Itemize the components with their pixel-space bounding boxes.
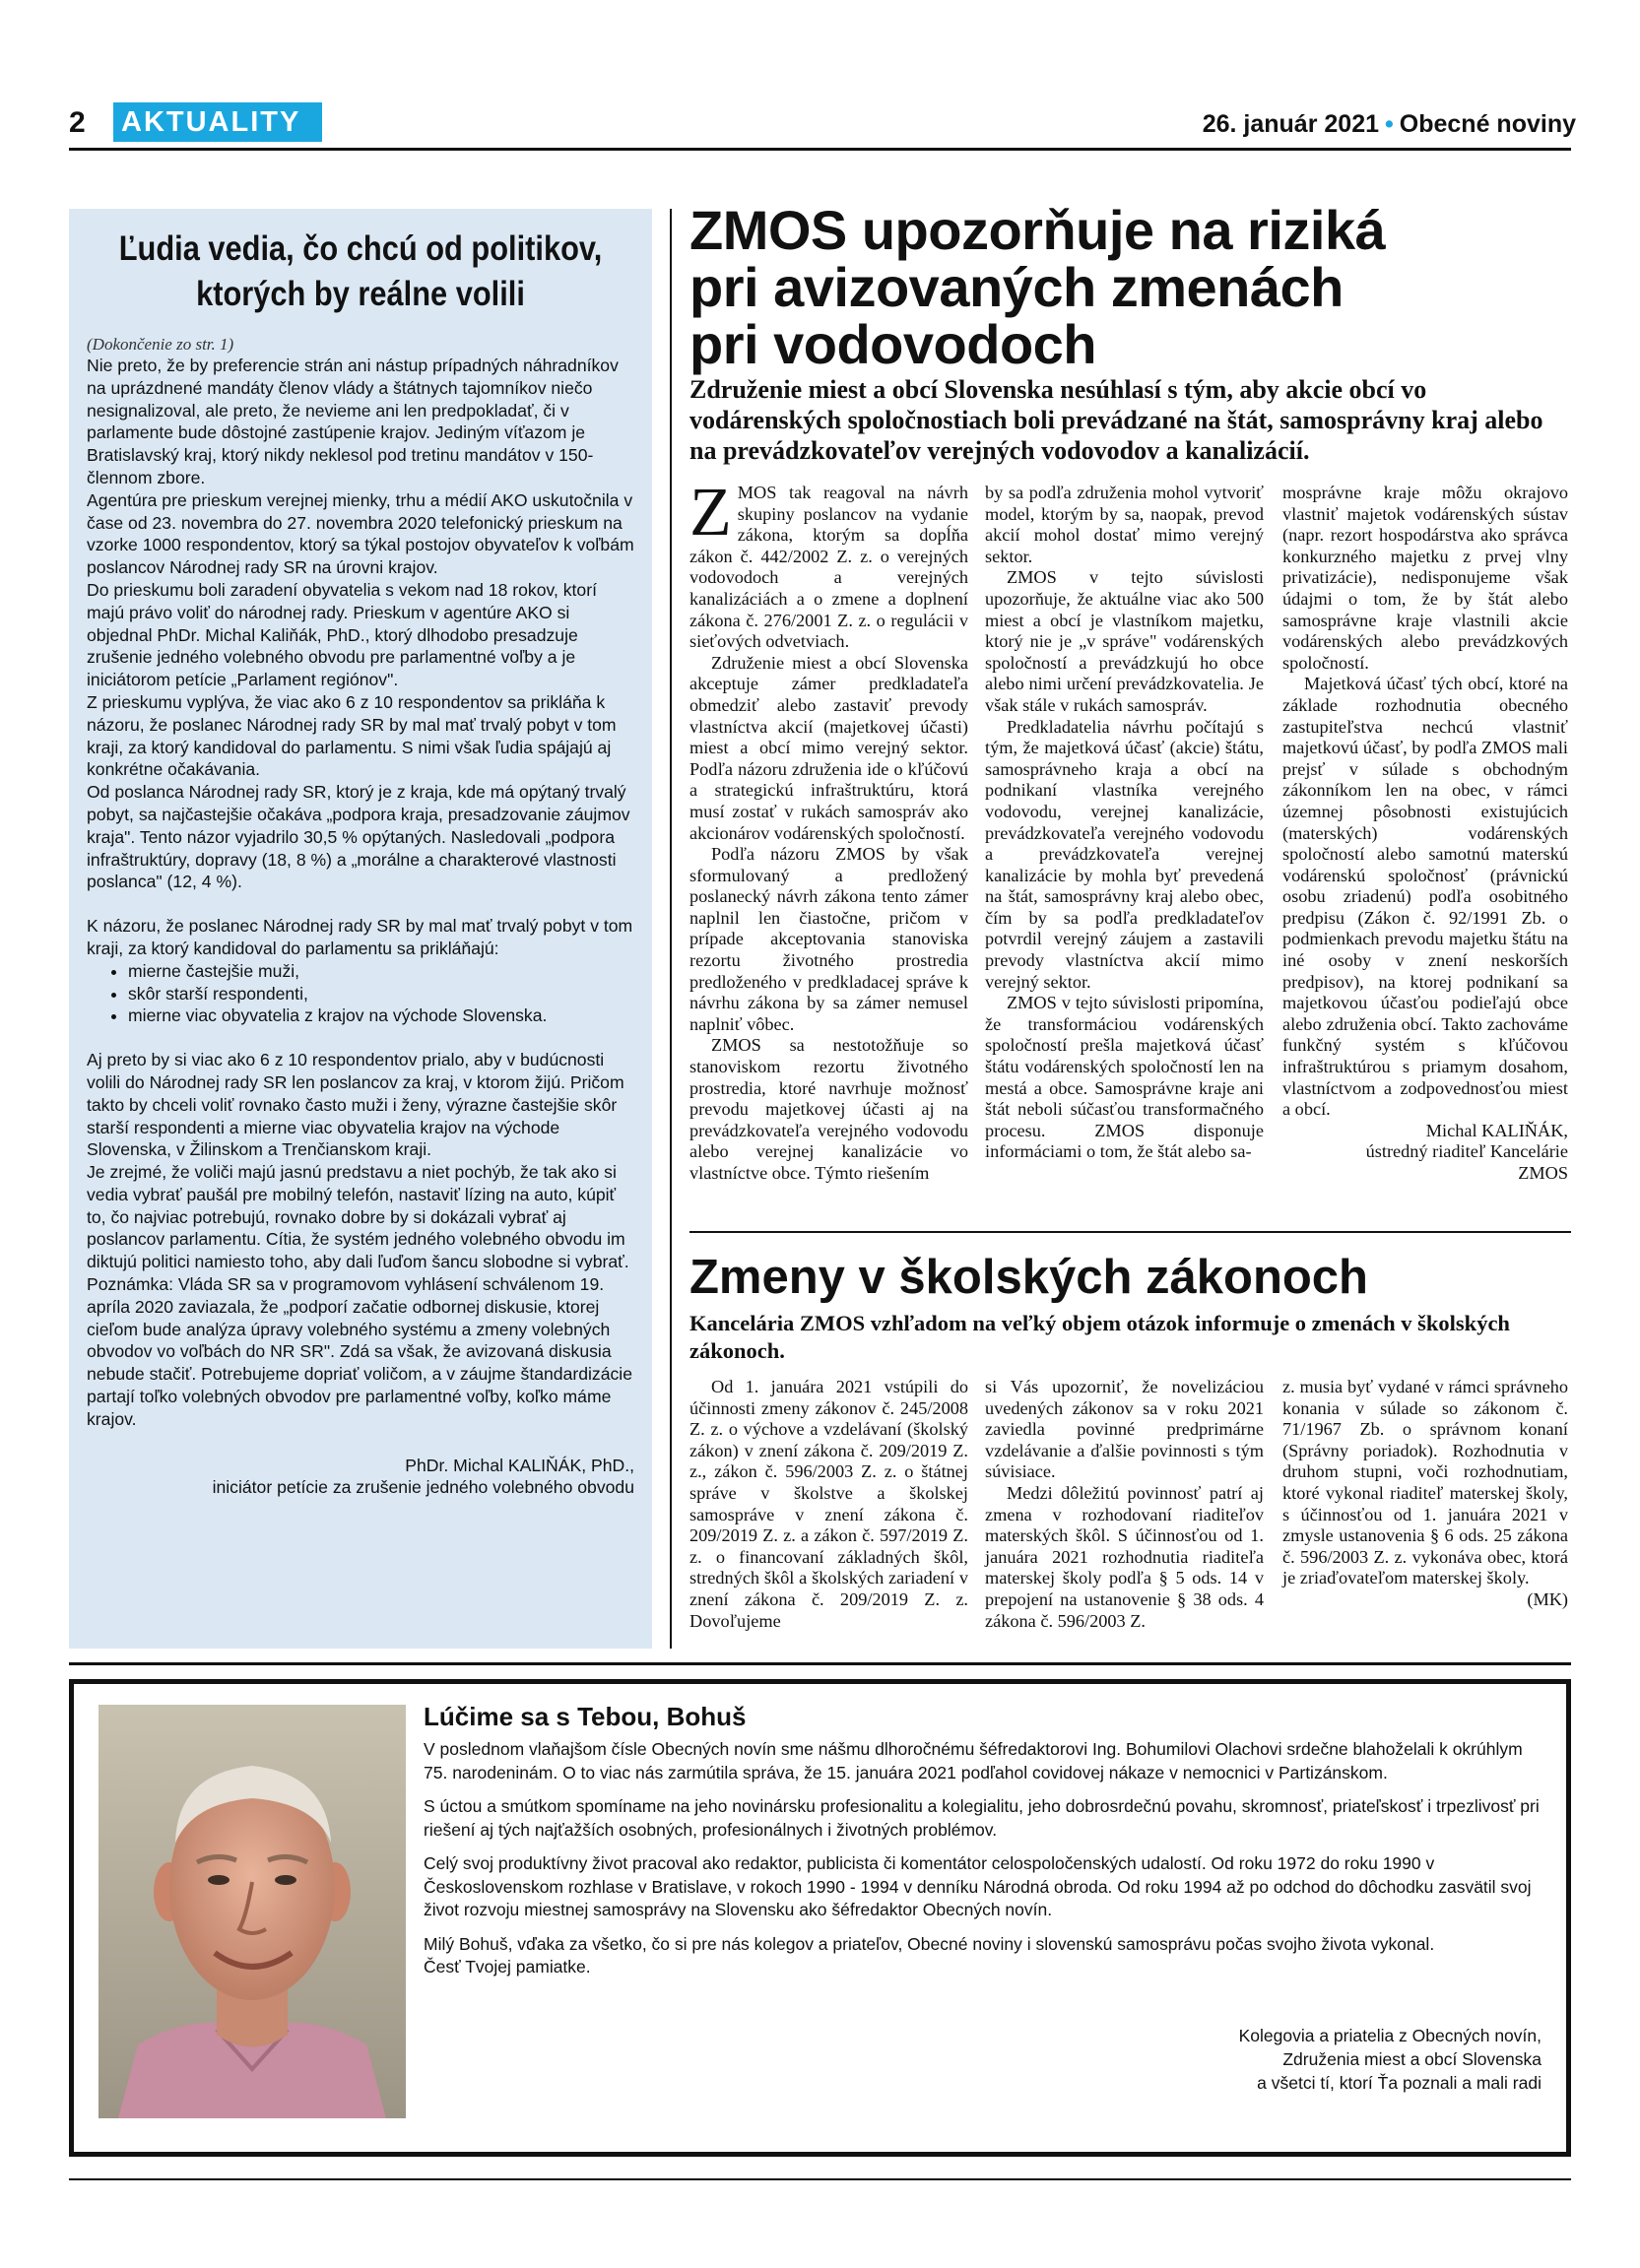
list-intro: K názoru, že poslanec Národnej rady SR by mal mať trvalý pobyt v tom kraji, za ktorý kandidoval do parlamentu sa prikláňajú: bbox=[87, 916, 633, 958]
article1-paragraph: ZMOS sa nestotožňuje so stanoviskom rezortu životného prostredia, ktoré navrhuje možnosť prevodu majetkovej účasti aj na prevádzkovateľa verejného vodovodu alebo verejnej kanalizácie vo vlastníctve obce. Týmto riešením bbox=[689, 1035, 968, 1183]
article1-paragraph: Majetková účasť tých obcí, ktoré na základe rozhodnutia obecného zastupiteľstva nechcú vlastniť majetkovú účasť, by podľa ZMOS mali prejsť v súlade s obchodným zákonníkom len na obec, v rámci územnej pôsobnosti existujúcich (materských) vodárenských spoločností alebo samotnú materskú vodárenskú spoločnosť (právnickú osobu zriadenú) podľa osobitného predpisu (Zákon č. 92/1991 Zb. o podmienkach prevodu majetku štátu na iné osoby v znení neskorších predpisov), na ktorej podnikaní sa majetkovou účasťou podieľajú obce alebo združenia obcí. Takto zachováme funkčný systém s kľúčovou infraštruktúrou s priamym dosahom, vlastníctvom a zodpovednosťou miest a obcí. bbox=[1282, 674, 1568, 1120]
article1-paragraph: mosprávne kraje môžu okrajovo vlastniť majetok vodárenských sústav (napr. rezort hospodárstva ako správca konkurzného majetku z prvej vlny privatizácie), nedisponujeme však údajmi o tom, že by štát alebo samosprávne kraje vlastnili akcie vodárenských alebo prevádzkových spoločností. bbox=[1282, 483, 1568, 673]
article2-signature: (MK) bbox=[1527, 1588, 1568, 1609]
issue-date: 26. január 2021 bbox=[1202, 110, 1380, 138]
title-line: ZMOS upozorňuje na riziká bbox=[689, 199, 1386, 261]
article1-paragraph: by sa podľa združenia mohol vytvoriť model, ktorým by sa, naopak, prevod akcií mohol dostať mimo verejný sektor. bbox=[985, 483, 1264, 566]
left-paragraph: Poznámka: Vláda SR sa v programovom vyhlásení schválenom 19. apríla 2020 zaviazala, že „podporí začatie odbornej diskusie, ktorej cieľom bude analýza úpravy volebného systému a zmeny volebných obvodov vo voľbách do NR SR". Zdá sa však, že avizovaná diskusia nebude stačiť. Potrebujeme dopriať voličom, a v záujme štandardizácie partají toľko volebných obvodov pre parlamentné voľby, koľko máme krajov. bbox=[87, 1274, 633, 1429]
continuation-note: (Dokončenie zo str. 1) bbox=[87, 335, 234, 354]
title-line: pri avizovaných zmenách bbox=[689, 256, 1344, 318]
signature-name: PhDr. Michal KALIŇÁK, PhD., bbox=[405, 1455, 634, 1475]
left-paragraph: Aj preto by si viac ako 6 z 10 respondentov prialo, aby v budúcnosti volili do Národnej rady SR len poslancov za kraj, v ktorom žijú. Pričom takto by chceli voliť rovnako často muži i ženy, výrazne častejšie skôr starší respondenti a mierne viac obyvatelia krajov na východe Slovenska, v Žilinskom a Trenčianskom kraji. bbox=[87, 1050, 624, 1160]
list-item: • mierne viac obyvatelia z krajov na východe Slovenska. bbox=[128, 1004, 634, 1027]
header-rule bbox=[69, 148, 1571, 151]
column-rule bbox=[670, 209, 672, 1649]
portrait-image bbox=[98, 1705, 406, 2118]
obituary-title: Lúčime sa s Tebou, Bohuš bbox=[424, 1702, 747, 1731]
article1-paragraph: ZMOS v tejto súvislosti pripomína, že transformáciou vodárenských spoločností prešla majetková účasť štátu vodárenských spoločností len na mestá a obce. Samosprávne kraje ani štát neboli súčasťou transformačného procesu. ZMOS disponuje informáciami o tom, že štát alebo sa- bbox=[985, 993, 1264, 1162]
article1-paragraph: ZMOS v tejto súvislosti upozorňuje, že aktuálne viac ako 500 miest a obcí je vlastníkom majetku, ktorý nie je „v správe" vodárenských spoločností a prevádzkujú ho obce alebo nimi určení prevádzkovatelia. Je však stále v rukách samospráv. bbox=[985, 567, 1264, 715]
list-item: • skôr starší respondenti, bbox=[128, 983, 634, 1005]
obituary-paragraph: S úctou a smútkom spomíname na jeho novinársku profesionalitu a kolegialitu, jeho dobrosrdečnú povahu, skromnosť, priateľskosť i trpezlivosť pri riešení aj tých najťažších osobných, profesionálnych i životných problémov. bbox=[424, 1796, 1540, 1840]
left-paragraph: Z prieskumu vyplýva, že viac ako 6 z 10 respondentov sa prikláňa k názoru, že poslanec Národnej rady SR by mal mať trvalý pobyt v tom kraji, za ktorý kandidoval do parlamentu. S nimi však ľudia spájajú aj konkrétne očakávania. bbox=[87, 691, 617, 780]
article2-column-1 bbox=[689, 1377, 968, 1632]
signature-line: a všetci tí, ktorí Ťa poznali a mali radi bbox=[1257, 2073, 1542, 2093]
article2-paragraph: z. musia byť vydané v rámci správneho konania v súlade so zákonom č. 71/1967 Zb. o správnom konaní (Správny poriadok). Rozhodnutia v druhom stupni, voči rozhodnutiam, ktoré vykonal riaditeľ materskej školy, s účinnosťou od 1. januára 2021 v zmysle ustanovenia § 6 ods. 25 zákona č. 596/2003 Z. z. vykonáva obec, ktorá je zriaďovateľom materskej školy. bbox=[1282, 1377, 1568, 1588]
page-number: 2 bbox=[69, 106, 86, 139]
left-paragraph: Agentúra pre prieskum verejnej mienky, trhu a médií AKO uskutočnila v čase od 23. novembra do 27. novembra 2020 telefonický prieskum na vzorke 1000 respondentov, ktorý sa týkal postojov obyvateľov k voľbám poslancov Národnej rady SR na úrovni krajov. bbox=[87, 489, 634, 578]
list-item: • mierne častejšie muži, bbox=[128, 960, 634, 983]
paragraph-text: MOS tak reagoval na návrh skupiny poslancov na vydanie zákona, ktorým sa dopĺňa zákon č. 442/2002 Z. z. o verejných vodovodoch a verejných kanalizáciách a o zmene a doplnení zákona č. 276/2001 Z. z. o regulácii v sieťových odvetviach. bbox=[689, 483, 968, 652]
obituary-signature bbox=[1239, 2024, 1542, 2095]
article-divider bbox=[689, 1231, 1571, 1233]
article1-paragraph: Združenie miest a obcí Slovenska akceptuje zámer predkladateľa obmedziť alebo zastaviť prevody vlastníctva akcií (majetkovej účasti) miest a obcí mimo verejný sektor. Podľa názoru združenia ide o kľúčovú a strategickú infraštruktúru, ktorá musí zostať v rukách samospráv ako akcionárov vodárenských spoločností. bbox=[689, 652, 968, 843]
signature-role: ústredný riaditeľ Kancelárie bbox=[1365, 1141, 1568, 1162]
left-paragraph: Je zrejmé, že voliči majú jasnú predstavu a niet pochýb, že tak ako si vedia vybrať paušál pre mobilný telefón, nastaviť lízing na auto, kúpiť to, čo najviac potrebujú, rovnako dobre by si dokázali vybrať aj poslancov parlamentu. Cítia, že systém jedného volebného obvodu im diktujú politici namiesto toho, aby dali ľuďom šancu slobodne si vybrať. bbox=[87, 1162, 629, 1272]
article2-paragraph: Medzi dôležitú povinnosť patrí aj zmena v rozhodovaní riaditeľov materských škôl. S účinnosťou od 1. januára 2021 rozhodnutia riaditeľa materskej školy podľa § 5 ods. 14 v prepojení na ustanovenie § 38 ods. 4 zákona č. 596/2003 Z. bbox=[985, 1482, 1264, 1631]
article2-column-3 bbox=[1282, 1377, 1568, 1611]
issue-info bbox=[1203, 110, 1576, 139]
section-label: AKTUALITY bbox=[113, 102, 322, 142]
section-rule bbox=[69, 1662, 1571, 1665]
article1-column-1 bbox=[689, 475, 968, 1185]
dropcap: Z bbox=[689, 475, 732, 551]
separator-dot: • bbox=[1385, 110, 1394, 138]
obituary-paragraph: V poslednom vlaňajšom čísle Obecných novín sme nášmu dlhoročnému šéfredaktorovi Ing. Bohumilovi Olachovi srdečne blahoželali k okrúhlym 75. narodeninám. O to viac nás zarmútila správa, že 15. januára 2021 podľahol covidovej nákaze v nemocnici v Partizánskom. bbox=[424, 1739, 1523, 1782]
signature-line: Kolegovia a priatelia z Obecných novín, bbox=[1238, 2026, 1542, 2045]
left-article-title: Ľudia vedia, čo chcú od politikov, ktorých by reálne volili bbox=[118, 229, 603, 313]
obituary-paragraph: Milý Bohuš, vďaka za všetko, čo si pre nás kolegov a priateľov, Obecné noviny i slovenskú samosprávu počas svojho života vykonal. bbox=[424, 1933, 1435, 1954]
article1-signature bbox=[1282, 1121, 1568, 1185]
article1-column-3 bbox=[1282, 483, 1568, 1185]
signature-line: Združenia miest a obcí Slovenska bbox=[1282, 2049, 1542, 2069]
article2-title: Zmeny v školských zákonoch bbox=[689, 1251, 1368, 1304]
left-article bbox=[69, 209, 652, 1649]
article2-lead: Kancelária ZMOS vzhľadom na veľký objem otázok informuje o zmenách v školských zákonoch. bbox=[689, 1311, 1510, 1363]
article1-title bbox=[689, 199, 1606, 375]
article1-paragraph: Predkladatelia návrhu počítajú s tým, že majetková účasť (akcie) štátu, samosprávneho kraja a obcí na podnikaní vlastníka verejného vodovodu, verejnej kanalizácie, prevádzkovateľa verejného vodovodu a prevádzkovateľa verejnej kanalizácie by mohla byť prevedená na štát, samosprávny kraj alebo obec, čím by sa podľa predkladateľov potvrdil verejný záujem a zastavili prevody vlastníctva akcií mimo verejný sektor. bbox=[985, 716, 1264, 992]
signature-org: ZMOS bbox=[1518, 1163, 1568, 1183]
article2-paragraph: Od 1. januára 2021 vstúpili do účinnosti zmeny zákonov č. 245/2008 Z. z. o výchove a vzdelávaní (školský zákon) v znení zákona č. 209/2019 Z. z., zákon č. 596/2003 Z. z. o štátnej správe v školstve a školskej samospráve v znení zákona č. 209/2019 Z. z. a zákon č. 597/2019 Z. z. o financovaní základných škôl, stredných škôl a školských zariadení v znení zákona č. 209/2019 Z. z. Dovoľujeme bbox=[689, 1377, 968, 1631]
signature-name: Michal KALIŇÁK, bbox=[1425, 1120, 1568, 1140]
left-paragraph: Do prieskumu boli zaradení obyvatelia s vekom nad 18 rokov, ktorí majú právo voliť do národnej rady. Prieskum v agentúre AKO si objednal PhDr. Michal Kaliňák, PhD., ktorý dlhodobo presadzuje zrušenie jedného volebného obvodu pre parlamentné voľby a je iniciátorom petície „Parlament regiónov". bbox=[87, 579, 597, 690]
left-paragraph: Nie preto, že by preferencie strán ani nástup prípadných náhradníkov na uprázdnené mandáty členov vlády a štátnych tajomníkov niečo nesignalizoval, ale preto, že nevieme ani len predpokladať, či v parlamente bude dôstojné zastúpenie krajov. Jediným víťazom je Bratislavský kraj, ktorý nikdy neklesol pod tretinu mandátov v 150-člennom zbore. bbox=[87, 356, 619, 487]
left-paragraph: Od poslanca Národnej rady SR, ktorý je z kraja, kde má opýtaný trvalý pobyt, sa najčastejšie očakáva „podpora kraja, presadzovanie záujmov kraja". Tento názor vyjadrilo 30,5 % opýtaných. Nasledovali „podpora infraštruktúry, dopravy (18, 8 %) a „morálne a charakterové vlastnosti poslanca" (12, 4 %). bbox=[87, 782, 630, 892]
publication-name: Obecné noviny bbox=[1399, 110, 1576, 138]
obituary-text bbox=[424, 1738, 1542, 1990]
portrait-photo bbox=[98, 1705, 406, 2118]
signature-role: iniciátor petície za zrušenie jedného volebného obvodu bbox=[212, 1477, 634, 1498]
article2-column-2 bbox=[985, 1377, 1264, 1632]
article1-paragraph: Podľa názoru ZMOS by však sformulovaný a predložený poslanecký návrh zákona tento zámer naplnil len čiastočne, pričom v prípade akceptovania stanoviska rezortu životného prostredia predloženého v predkladacej správe k návrhu zákona by sa zámer nemusel naplniť vôbec. bbox=[689, 844, 968, 1034]
title-line: pri vodovodoch bbox=[689, 313, 1096, 375]
obituary-paragraph: Celý svoj produktívny život pracoval ako redaktor, publicista či komentátor celospoločenských udalostí. Od roku 1972 do roku 1990 v Československom rozhlase v Bratislave, v rokoch 1990 - 1994 v denníku Národná obroda. Od roku 1994 až po odchod do dôchodku zasvätil svoj život rozvoju miestnej samosprávy na Slovensku ako šéfredaktor Obecných novín. bbox=[424, 1853, 1532, 1919]
article1-lead: Združenie miest a obcí Slovenska nesúhlasí s tým, aby akcie obcí vo vodárenských spoločnostiach boli prevádzané na štát, samosprávny kraj alebo na prevádzkovateľov verejných vodovodov a kanalizácií. bbox=[689, 375, 1543, 465]
left-signature bbox=[87, 1455, 634, 1500]
bullet-list bbox=[87, 960, 634, 1027]
obituary-closing: Česť Tvojej pamiatke. bbox=[424, 1957, 591, 1976]
article1-column-2 bbox=[985, 483, 1264, 1163]
article1-paragraph bbox=[689, 475, 968, 653]
article2-paragraph: si Vás upozorniť, že novelizáciou uvedených zákonov sa v roku 2021 zaviedla povinné predprimárne vzdelávanie a ďalšie povinnosti s tým súvisiace. bbox=[985, 1377, 1264, 1482]
footer-rule bbox=[69, 2178, 1571, 2180]
